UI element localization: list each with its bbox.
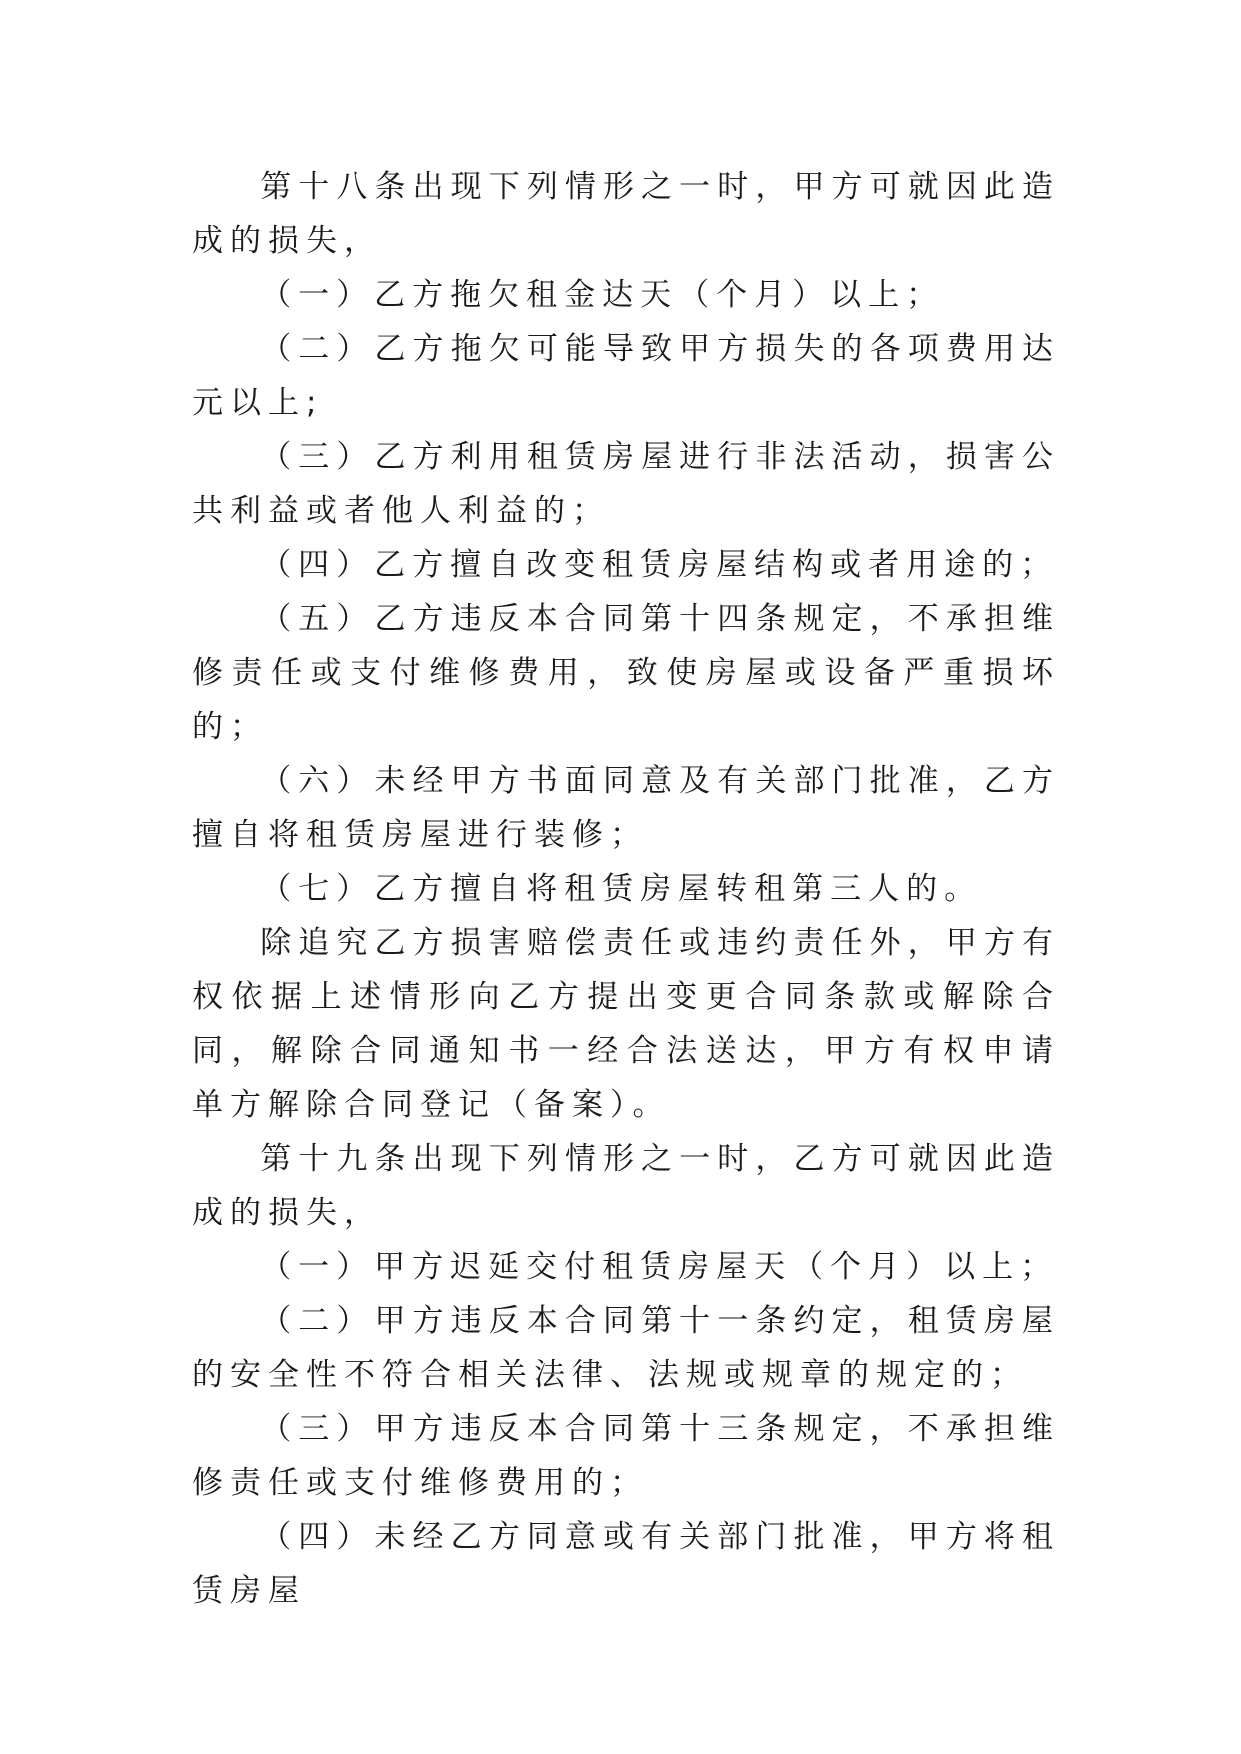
- article-18-heading: 第十八条出现下列情形之一时，甲方可就因此造成的损失，: [192, 169, 1060, 259]
- article-19-item-4: （四）未经乙方同意或有关部门批准，甲方将租赁房屋: [192, 1519, 1060, 1609]
- article-18-item-2: （二）乙方拖欠可能导致甲方损失的各项费用达元以上;: [192, 331, 1060, 421]
- article-18-item-3: （三）乙方利用租赁房屋进行非法活动，损害公共利益或者他人利益的；: [192, 439, 1060, 529]
- article-18-item-4: （四）乙方擅自改变租赁房屋结构或者用途的；: [260, 547, 1059, 583]
- article-18-item-1: （一）乙方拖欠租金达天（个月）以上；: [260, 277, 945, 313]
- article-18-item-6: （六）未经甲方书面同意及有关部门批准，乙方擅自将租赁房屋进行装修；: [192, 763, 1060, 853]
- article-19-heading: 第十九条出现下列情形之一时，乙方可就因此造成的损失，: [192, 1141, 1060, 1231]
- article-18-item-7: （七）乙方擅自将租赁房屋转租第三人的。: [260, 871, 983, 907]
- article-19-item-1: （一）甲方迟延交付租赁房屋天（个月）以上；: [260, 1249, 1059, 1285]
- article-18-remedy: 除追究乙方损害赔偿责任或违约责任外，甲方有权依据上述情形向乙方提出变更合同条款或解除合同，解除合同通知书一经合法送达，甲方有权申请单方解除合同登记（备案）。: [192, 925, 1060, 1123]
- article-19-item-2: （二）甲方违反本合同第十一条约定，租赁房屋的安全性不符合相关法律、法规或规章的规定的；: [192, 1303, 1060, 1393]
- contract-body: [192, 160, 1060, 1618]
- article-18-item-5: （五）乙方违反本合同第十四条规定，不承担维修责任或支付维修费用，致使房屋或设备严重损坏的；: [192, 601, 1060, 745]
- article-19-item-3: （三）甲方违反本合同第十三条规定，不承担维修责任或支付维修费用的；: [192, 1411, 1060, 1501]
